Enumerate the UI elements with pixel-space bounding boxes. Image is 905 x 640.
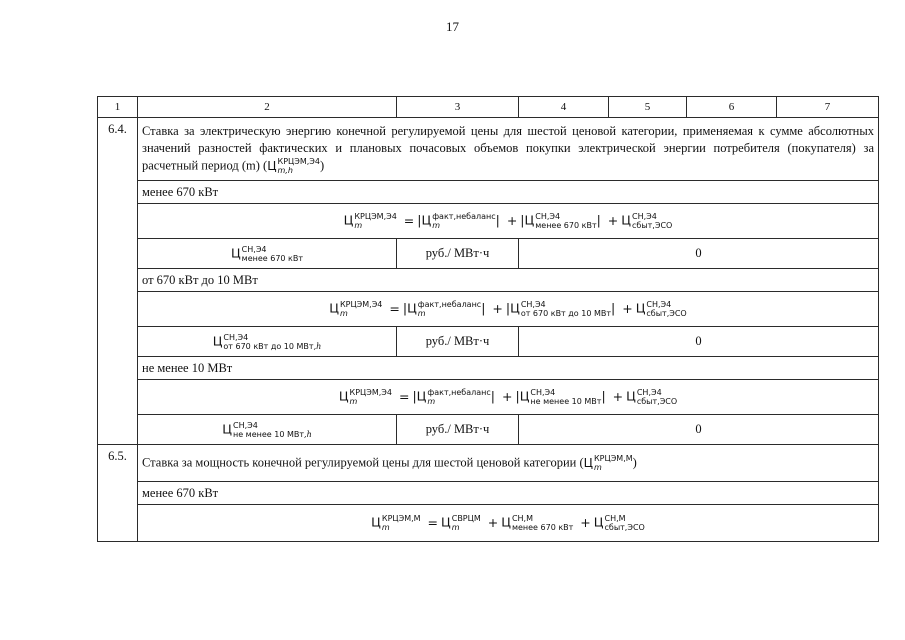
formula: Ц КРЦЭМ,Э4 m = |Ц факт,небаланс m | + |Ц СН,Э4 от 670 кВт до 10 МВт | + Ц СН,Э4 сбыт,ЭСО — [138, 292, 879, 327]
section-6-4-title-row — [98, 118, 879, 181]
section-number: 6.5. — [98, 445, 138, 542]
page-number: 17 — [446, 19, 459, 34]
range-label-row — [98, 269, 879, 292]
value-symbol: Ц СН,Э4 от 670 кВт до 10 МВт,h — [138, 327, 397, 357]
col-header-3: 3 — [397, 97, 519, 118]
value-cell: 0 — [519, 327, 879, 357]
description-text: Ставка за мощность конечной регулируемой цены для шестой ценовой категории ( — [142, 455, 584, 470]
column-header-row — [98, 97, 879, 118]
section-6-5-title-row — [98, 445, 879, 482]
col-header-7: 7 — [777, 97, 879, 118]
unit-cell: руб./ МВт·ч — [397, 327, 519, 357]
formula-row — [98, 292, 879, 327]
tariff-table — [97, 96, 879, 542]
range-label: менее 670 кВт — [138, 482, 879, 505]
value-symbol: Ц СН,Э4 менее 670 кВт — [138, 239, 397, 269]
value-row — [98, 415, 879, 445]
formula-row — [98, 380, 879, 415]
formula: Ц КРЦЭМ,М m = Ц СВРЦМ m + Ц СН,М менее 670 кВт + Ц СН,М сбыт,ЭСО — [138, 505, 879, 542]
value-row — [98, 327, 879, 357]
section-number: 6.4. — [98, 118, 138, 445]
col-header-1: 1 — [98, 97, 138, 118]
unit-cell: руб./ МВт·ч — [397, 415, 519, 445]
section-description: Ставка за электрическую энергию конечной регулируемой цены для шестой ценовой категории, применяемая к сумме абсолютных значений разностей фактических и плановых почасовых объемов покупки электрической энергии потребителя (покупателя) за расчетный период (m) (Ц КРЦЭМ,Э4 m,h ) — [138, 118, 879, 181]
col-header-5: 5 — [609, 97, 687, 118]
symbol: Ц КРЦЭМ,М m — [583, 454, 633, 472]
formula: Ц КРЦЭМ,Э4 m = |Ц факт,небаланс m | + |Ц СН,Э4 менее 670 кВт | + Ц СН,Э4 сбыт,ЭСО — [138, 204, 879, 239]
col-header-6: 6 — [687, 97, 777, 118]
formula-row — [98, 204, 879, 239]
range-label-row — [98, 357, 879, 380]
description-text: Ставка за электрическую энергию конечной регулируемой цены для шестой ценовой категории, применяемая к сумме абсолютных значений разностей фактических и плановых почасовых объемов покупки электрической энергии потребителя (покупателя) за расчетный период (m) ( — [142, 124, 874, 173]
range-label: от 670 кВт до 10 МВт — [138, 269, 879, 292]
range-label-row — [98, 482, 879, 505]
value-cell: 0 — [519, 239, 879, 269]
symbol: Ц КРЦЭМ,Э4 m,h — [267, 157, 320, 175]
unit-cell: руб./ МВт·ч — [397, 239, 519, 269]
range-label: не менее 10 МВт — [138, 357, 879, 380]
range-label-row — [98, 181, 879, 204]
value-row — [98, 239, 879, 269]
col-header-2: 2 — [138, 97, 397, 118]
formula-row — [98, 505, 879, 542]
range-label: менее 670 кВт — [138, 181, 879, 204]
section-description: Ставка за мощность конечной регулируемой цены для шестой ценовой категории (Ц КРЦЭМ,М m ) — [138, 445, 879, 482]
col-header-4: 4 — [519, 97, 609, 118]
formula: Ц КРЦЭМ,Э4 m = |Ц факт,небаланс m | + |Ц СН,Э4 не менее 10 МВт | + Ц СН,Э4 сбыт,ЭСО — [138, 380, 879, 415]
value-cell: 0 — [519, 415, 879, 445]
value-symbol: Ц СН,Э4 не менее 10 МВт,h — [138, 415, 397, 445]
